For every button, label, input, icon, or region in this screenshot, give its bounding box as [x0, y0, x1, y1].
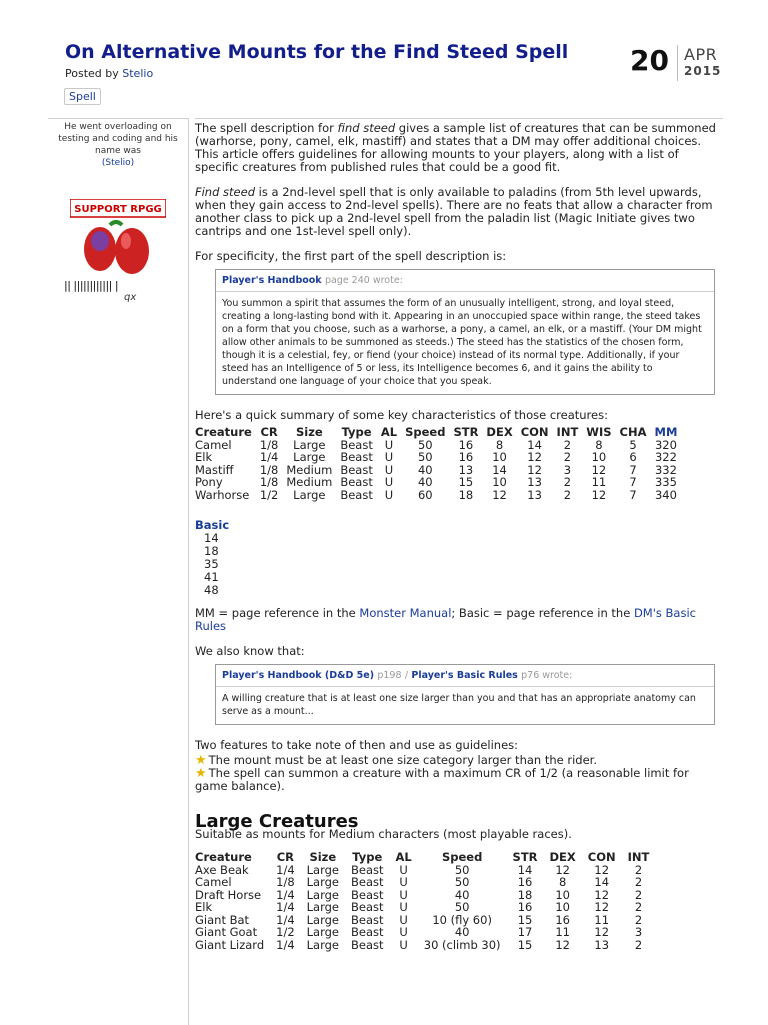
table-cell: 40: [417, 462, 433, 477]
table-cell: U: [399, 887, 408, 902]
intro-text-b: gives a sample list of creatures that can be summoned (warhorse, pony, camel, elk, mastiff) and states that a DM may offer additional choices. This article offers guidelines for allowing mounts to your players, along with a list of specific creatures from published rules that could be a good fit.: [195, 121, 716, 174]
table-cell: Large: [306, 900, 339, 914]
table-cell: U: [399, 937, 408, 952]
table-cell: U: [384, 450, 394, 464]
signature-text: He went overloading on testing and coding and his name was: [58, 122, 178, 156]
quote2-source1-link[interactable]: Player's Handbook (D&D 5e): [222, 670, 375, 681]
table-cell: 12: [594, 900, 610, 914]
table-cell: 7: [629, 487, 637, 502]
table-cell: 13: [527, 475, 542, 489]
column-header: Size: [309, 850, 337, 864]
feature-text: The spell can summon a creature with a maximum CR of 1/2 (a reasonable limit for game balance).: [195, 766, 689, 793]
column-header: Size: [295, 425, 323, 439]
table-cell: Giant Goat: [195, 925, 258, 939]
column-header: DEX: [486, 425, 513, 439]
table-cell: Large: [293, 437, 326, 452]
table-cell: 10: [591, 450, 607, 464]
table-cell: 11: [591, 475, 607, 489]
table-cell: Medium: [286, 462, 333, 477]
note-text-a: MM = page reference in the: [195, 606, 360, 620]
table-cell: 7: [629, 475, 637, 489]
table-cell: Draft Horse: [195, 887, 262, 902]
table-cell: 18: [458, 487, 474, 502]
paragraph-level: [195, 186, 723, 238]
table-cell: Elk: [195, 900, 213, 914]
column-header: WIS: [586, 425, 612, 439]
column-header: INT: [627, 850, 650, 864]
table-cell: 50: [417, 437, 433, 452]
quote2-page2: p76 wrote:: [521, 670, 573, 681]
table-cell: 1/4: [276, 862, 295, 877]
table-cell: 16: [458, 437, 474, 452]
table-cell: U: [399, 912, 408, 927]
column-header: Type: [341, 425, 372, 439]
table-cell: Beast: [351, 887, 384, 902]
large-creature-row: [195, 939, 655, 952]
table-cell: 10: [555, 887, 570, 902]
date-year: 2015: [684, 64, 722, 78]
table-cell: 2: [634, 912, 643, 927]
table-cell: 60: [417, 487, 433, 502]
byline-prefix: Posted by: [65, 67, 119, 80]
basic-value: 14: [204, 531, 219, 545]
quote-body: You summon a spirit that assumes the form of an unusually intelligent, strong, and loyal steed, creating a long-lasting bond with it. Appearing in an unoccupied space within range, the steed takes on a form that you choose, such as a warhorse, a pony, a camel, an elk, or a mastiff. (Your DM might allow other animals to be summoned as steeds.) The steed has the statistics of the chosen form, though it is a celestial, fey, or fiend (your choice) instead of its normal type. Additionally, if your steed has an Intelligence of 5 or less, its Intelligence becomes 6, and it gains the ability to understand one language of your choice that you speak.: [222, 298, 702, 387]
basic-values: [204, 532, 723, 597]
level-em: Find steed: [195, 185, 256, 199]
table-cell: 12: [594, 925, 610, 939]
column-header: Creature: [195, 850, 252, 864]
column-header: MM: [654, 425, 678, 439]
table-cell: 12: [527, 450, 542, 464]
table-cell: 13: [594, 937, 610, 952]
note-text-b: ; Basic = page reference in the: [451, 606, 634, 620]
paragraph-summary: Here's a quick summary of some key characteristics of those creatures:: [195, 408, 608, 422]
table-cell: 1/8: [276, 875, 295, 889]
author-sidebar: [48, 118, 189, 1025]
table-cell: 50: [454, 862, 470, 877]
paragraph-specificity: For specificity, the first part of the spell description is:: [195, 249, 507, 263]
table-cell: U: [384, 462, 394, 477]
dm-basic-rules-link[interactable]: DM's Basic Rules: [195, 606, 696, 633]
table-cell: 2: [634, 862, 643, 877]
date-month: APR: [684, 45, 718, 64]
table-cell: U: [384, 487, 394, 502]
large-creature-row: [195, 864, 655, 877]
quote2-page1: p198: [377, 670, 402, 681]
column-header: INT: [556, 425, 579, 439]
quote-header: [216, 270, 714, 292]
table-cell: 1/4: [276, 887, 295, 902]
quote2-slash: /: [404, 670, 409, 681]
table-cell: 16: [555, 912, 570, 927]
table-cell: 1/4: [276, 937, 295, 952]
table-cell: 13: [458, 462, 474, 477]
table-cell: 1/4: [276, 912, 295, 927]
column-header: STR: [512, 850, 538, 864]
table-cell: 40: [454, 925, 470, 939]
basic-value: 48: [204, 583, 219, 597]
date-divider: [677, 45, 678, 81]
table-cell: Beast: [351, 912, 384, 927]
table-cell: 16: [517, 900, 533, 914]
table-cell: 320: [654, 437, 677, 452]
table-cell: 40: [417, 475, 433, 489]
byline: [65, 67, 153, 80]
barcode-sub: qx: [124, 292, 137, 303]
table-cell: 335: [654, 475, 677, 489]
post-body: [195, 118, 723, 951]
feature-text: The mount must be at least one size category larger than the rider.: [208, 753, 598, 767]
table-cell: Beast: [340, 450, 373, 464]
level-text: is a 2nd-level spell that is only available to paladins (from 5th level upwards, when they gain access to 2nd-level spells). There are no feats that allow a character from another class to pick up a 2nd-level spell from the paladin list (Magic Initiate gives two cantrips and one 1st-level spell only).: [195, 185, 713, 238]
creature-row: [195, 451, 681, 464]
table-cell: U: [399, 875, 408, 889]
paragraph-also-know: We also know that:: [195, 644, 305, 658]
table-cell: 8: [595, 437, 603, 452]
basic-column-header: Basic: [195, 518, 230, 532]
table-cell: 1/2: [259, 487, 279, 502]
table-cell: 5: [629, 437, 637, 452]
star-icon: ★: [195, 766, 207, 781]
table-cell: Beast: [340, 487, 373, 502]
table-cell: 2: [563, 437, 572, 452]
quote-phb: [215, 269, 715, 395]
table-cell: Beast: [351, 937, 384, 952]
table-cell: 10: [555, 900, 570, 914]
feature-item: [195, 767, 723, 793]
basic-value: 41: [204, 570, 219, 584]
post-title[interactable]: On Alternative Mounts for the Find Steed Spell: [65, 41, 569, 63]
creature-row: [195, 489, 681, 502]
table-cell: Pony: [195, 475, 223, 489]
table-cell: U: [399, 862, 408, 877]
column-header: AL: [395, 850, 412, 864]
table-cell: U: [384, 437, 394, 452]
table-cell: Camel: [195, 437, 232, 452]
table-cell: 10 (fly 60): [432, 912, 492, 927]
table-cell: 8: [558, 875, 567, 889]
table-cell: 1/2: [276, 925, 295, 939]
table-cell: 10: [492, 475, 507, 489]
barcode-widget: [64, 279, 184, 309]
table-cell: 2: [563, 487, 572, 502]
large-creature-row: [195, 876, 655, 889]
table-cell: 14: [527, 437, 542, 452]
table-cell: 7: [629, 462, 637, 477]
paragraph-features: Two features to take note of then and use as guidelines:: [195, 738, 519, 752]
table-cell: 2: [563, 450, 572, 464]
table-cell: Large: [306, 887, 339, 902]
table-cell: 50: [417, 450, 433, 464]
table-cell: 50: [454, 900, 470, 914]
large-creature-row: [195, 889, 655, 902]
column-header: Type: [352, 850, 383, 864]
reference-note: [195, 607, 723, 633]
quote-mount: [215, 664, 715, 725]
table-cell: 12: [492, 487, 507, 502]
intro-text-a: The spell description for: [195, 121, 338, 135]
table-cell: U: [399, 900, 408, 914]
table-cell: 8: [495, 437, 504, 452]
table-cell: Beast: [340, 437, 373, 452]
column-header: Creature: [195, 425, 252, 439]
table-cell: Beast: [351, 900, 384, 914]
table-cell: 332: [654, 462, 677, 477]
barcode-bars: || |||||||||||| |: [64, 279, 119, 292]
table-cell: 1/8: [259, 475, 279, 489]
tag-spell[interactable]: Spell: [64, 88, 101, 105]
table-cell: 11: [555, 925, 570, 939]
table-cell: 12: [591, 462, 607, 477]
author-link[interactable]: Stelio: [122, 67, 154, 80]
column-header: STR: [453, 425, 479, 439]
table-cell: 1/4: [259, 450, 279, 464]
table-cell: 11: [594, 912, 610, 927]
table-cell: 2: [563, 475, 572, 489]
table-cell: 322: [654, 450, 677, 464]
table-cell: U: [399, 925, 408, 939]
column-header: DEX: [549, 850, 576, 864]
table-cell: 40: [454, 887, 470, 902]
table-cell: Mastiff: [195, 462, 234, 477]
post-header: [0, 0, 768, 112]
table-cell: 14: [594, 875, 610, 889]
logo-text: SUPPORT RPGG: [74, 204, 162, 215]
table-cell: 12: [527, 462, 542, 477]
table-cell: 16: [517, 875, 533, 889]
basic-value: 18: [204, 544, 219, 558]
signature: [48, 121, 188, 169]
quote2-source2-link[interactable]: Player's Basic Rules: [411, 670, 518, 681]
table-cell: Axe Beak: [195, 862, 249, 877]
column-header: CR: [276, 850, 295, 864]
table-cell: 17: [517, 925, 533, 939]
large-creatures-table: [195, 851, 655, 951]
table-cell: Medium: [286, 475, 333, 489]
table-cell: 16: [458, 450, 474, 464]
table-cell: Beast: [351, 925, 384, 939]
basic-value: 35: [204, 557, 219, 571]
table-cell: 18: [517, 887, 533, 902]
table-cell: Beast: [351, 862, 384, 877]
table-cell: 12: [555, 937, 570, 952]
column-header: AL: [380, 425, 398, 439]
table-cell: 1/8: [259, 462, 279, 477]
table-cell: Beast: [340, 462, 373, 477]
table-cell: 15: [517, 937, 533, 952]
table-cell: 14: [517, 862, 533, 877]
table-cell: 2: [634, 900, 643, 914]
creature-summary-table: [195, 426, 681, 501]
signature-link[interactable]: (Stelio): [101, 158, 135, 168]
table-cell: U: [384, 475, 394, 489]
column-header: CON: [587, 850, 616, 864]
creature-row: [195, 476, 681, 489]
column-header: Speed: [441, 850, 483, 864]
table-cell: 12: [555, 862, 570, 877]
table-cell: Large: [293, 487, 326, 502]
table-cell: 340: [654, 487, 677, 502]
column-header: Speed: [405, 425, 446, 439]
quote2-body: A willing creature that is at least one size larger than you and that has an appropriate anatomy can serve as a mount...: [222, 693, 696, 717]
table-cell: 3: [563, 462, 572, 477]
table-cell: Large: [293, 450, 326, 464]
table-cell: 1/4: [276, 900, 295, 914]
paragraph-intro: [195, 122, 723, 174]
table-cell: Giant Bat: [195, 912, 250, 927]
section-large-creatures: Large Creatures: [195, 811, 359, 832]
table-cell: Giant Lizard: [195, 937, 265, 952]
table-cell: 3: [634, 925, 643, 939]
table-cell: 15: [517, 912, 533, 927]
table-cell: 2: [634, 937, 643, 952]
table-cell: 13: [527, 487, 542, 502]
table-cell: 2: [634, 887, 643, 902]
table-cell: Camel: [195, 875, 232, 889]
large-creature-row: [195, 901, 655, 914]
quote-source-link[interactable]: Player's Handbook: [222, 275, 322, 286]
date-day: 20: [630, 44, 669, 77]
table-cell: 1/8: [259, 437, 279, 452]
support-rpgg-logo[interactable]: [70, 199, 166, 289]
table-cell: 12: [594, 887, 610, 902]
table-cell: 2: [634, 875, 643, 889]
table-cell: Large: [306, 862, 339, 877]
table-cell: Beast: [351, 875, 384, 889]
large-creatures-subtitle: Suitable as mounts for Medium characters (most playable races).: [195, 827, 572, 841]
quote2-header: [216, 665, 714, 687]
monster-manual-link[interactable]: Monster Manual: [359, 606, 452, 620]
table-cell: Large: [306, 937, 339, 952]
column-header: CON: [520, 425, 549, 439]
table-cell: 6: [629, 450, 637, 464]
table-cell: Warhorse: [195, 487, 250, 502]
table-cell: 12: [594, 862, 610, 877]
table-cell: Elk: [195, 450, 213, 464]
table-cell: 50: [454, 875, 470, 889]
table-cell: Large: [306, 912, 339, 927]
large-creature-row: [195, 926, 655, 939]
column-header: CHA: [619, 425, 647, 439]
intro-em: find steed: [337, 121, 396, 135]
star-icon: ★: [195, 753, 207, 768]
table-cell: Beast: [340, 475, 373, 489]
table-cell: 15: [458, 475, 474, 489]
table-cell: 10: [492, 450, 507, 464]
table-cell: Large: [306, 875, 339, 889]
column-header: CR: [260, 425, 278, 439]
quote-page: page 240 wrote:: [324, 275, 403, 286]
table-cell: Large: [306, 925, 339, 939]
table-cell: 12: [591, 487, 607, 502]
large-creature-row: [195, 914, 655, 927]
table-cell: 14: [492, 462, 507, 477]
table-cell: 30 (climb 30): [423, 937, 501, 952]
